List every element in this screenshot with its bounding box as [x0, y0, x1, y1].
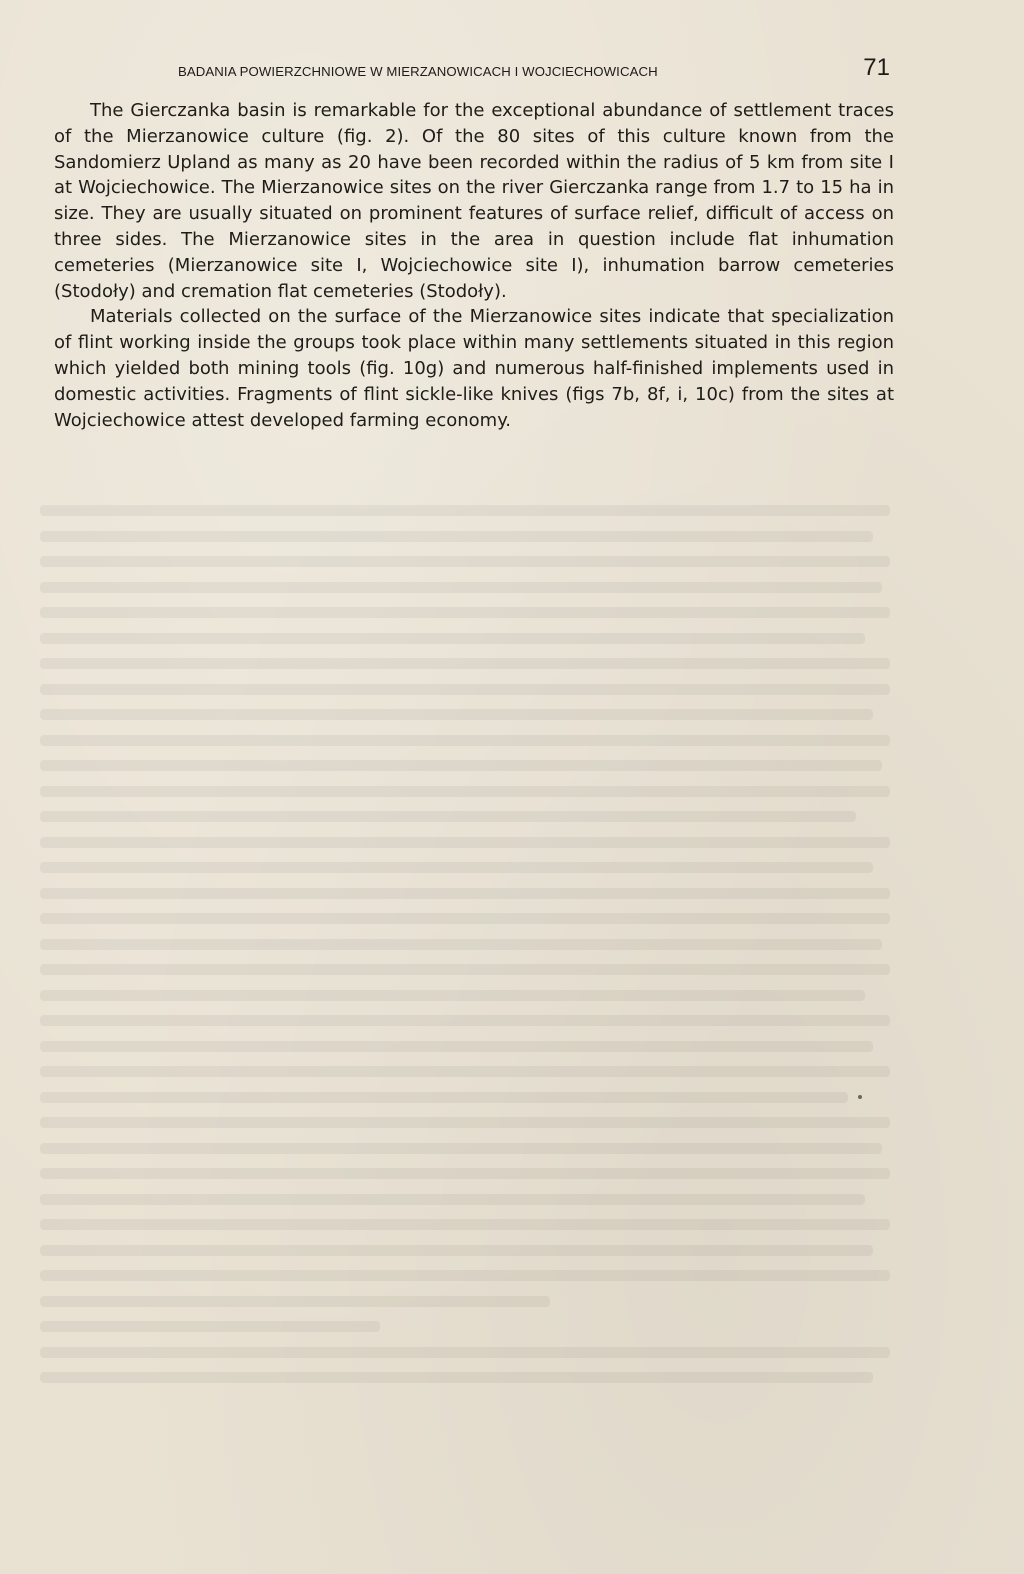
- show-through-line: [40, 1219, 890, 1230]
- show-through-line: [40, 531, 873, 542]
- running-head: BADANIA POWIERZCHNIOWE W MIERZANOWICACH I WOJCIECHOWICACH: [178, 64, 658, 79]
- show-through-line: [40, 1066, 890, 1077]
- show-through-line: [40, 1296, 550, 1307]
- show-through-line: [40, 964, 890, 975]
- show-through-line: [40, 658, 890, 669]
- show-through-line: [40, 862, 873, 873]
- show-through-line: [40, 760, 882, 771]
- show-through-line: [40, 1321, 380, 1332]
- show-through-line: [40, 811, 856, 822]
- paragraph: Materials collected on the surface of the Mierzanowice sites indicate that specialization of flint working inside the groups took place within many settlements situated in this region which yielded both mining tools (fig. 10g) and numerous half-finished implements used in domestic activities. Fragments of flint sickle-like knives (figs 7b, 8f, i, 10c) from the sites at Wojciechowice attest developed farming economy.: [54, 306, 894, 431]
- show-through-line: [40, 888, 890, 899]
- page-number: 71: [863, 54, 890, 81]
- page-header: [178, 54, 890, 88]
- show-through-line: [40, 913, 890, 924]
- show-through-line: [40, 735, 890, 746]
- show-through-line: [40, 1270, 890, 1281]
- body-text: [54, 98, 894, 433]
- show-through-line: [40, 709, 873, 720]
- show-through-line: [40, 505, 890, 516]
- show-through-lines: [40, 505, 890, 1398]
- show-through-line: [40, 1168, 890, 1179]
- show-through-line: [40, 1347, 890, 1358]
- show-through-line: [40, 939, 882, 950]
- paper-speck: [858, 1095, 862, 1099]
- show-through-line: [40, 1372, 873, 1383]
- show-through-line: [40, 1245, 873, 1256]
- show-through-line: [40, 990, 865, 1001]
- show-through-line: [40, 582, 882, 593]
- show-through-line: [40, 1117, 890, 1128]
- show-through-line: [40, 556, 890, 567]
- show-through-line: [40, 786, 890, 797]
- show-through-line: [40, 1143, 882, 1154]
- show-through-line: [40, 837, 890, 848]
- show-through-line: [40, 1041, 873, 1052]
- show-through-line: [40, 1015, 890, 1026]
- show-through-line: [40, 607, 890, 618]
- show-through-line: [40, 1194, 865, 1205]
- show-through-line: [40, 633, 865, 644]
- paragraph: The Gierczanka basin is remarkable for the exceptional abundance of settlement traces of the Mierzanowice culture (fig. 2). Of the 80 sites of this culture known from the Sandomierz Upland as many as 20 have been recorded within the radius of 5 km from site I at Wojciechowice. The Mierzanowice sites on the river Gierczanka range from 1.7 to 15 ha in size. They are usually situated on prominent features of surface relief, difficult of access on three sides. The Mierzanowice sites in the area in question include flat inhumation cemeteries (Mierzanowice site I, Wojciechowice site I), inhumation barrow cemeteries (Stodoły) and cremation flat cemeteries (Stodoły).: [54, 100, 894, 302]
- show-through-line: [40, 1092, 848, 1103]
- show-through-line: [40, 684, 890, 695]
